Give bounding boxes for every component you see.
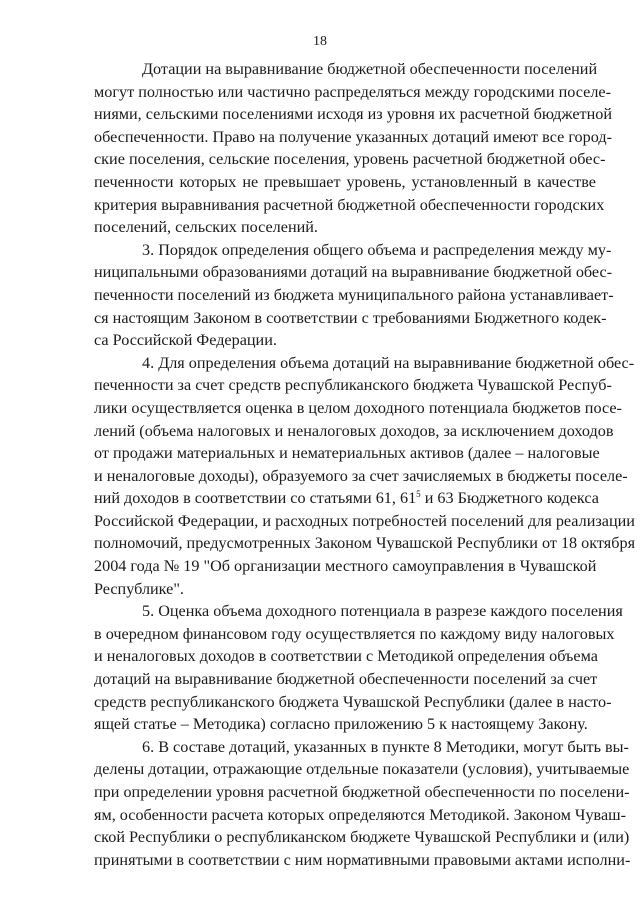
text-line: 4. Для определения объема дотаций на выравнивание бюджетной обес-	[142, 353, 635, 372]
text-line: ниями, сельскими поселениями исходя из уровня их расчетной бюджетной	[94, 105, 613, 124]
text-line: 2004 года № 19 "Об организации местного самоуправления в Чувашской	[94, 557, 597, 576]
text-line: 5. Оценка объема доходного потенциала в разрезе каждого поселения	[142, 602, 623, 621]
text-line: ские поселения, сельские поселения, уровень расчетной бюджетной обес-	[94, 150, 606, 169]
paragraph-5	[94, 600, 623, 736]
text-line: ям, особенности расчета которых определяются Методикой. Законом Чуваш-	[94, 805, 627, 824]
page-number: 18	[313, 34, 327, 49]
text-line: печенности которых не превышает уровень, установленный в качестве	[94, 172, 596, 191]
text-line: критерия выравнивания расчетной бюджетной обеспеченности городских	[94, 195, 605, 214]
text-line: поселений, сельских поселений.	[94, 218, 318, 237]
text-line: принятыми в соответствии с ним нормативными правовыми актами исполни-	[94, 850, 631, 869]
text-fragment: и 63 Бюджетного кодекса	[420, 489, 599, 508]
text-line: печенности за счет средств республиканского бюджета Чувашской Респуб-	[94, 376, 612, 395]
paragraph-1	[94, 58, 613, 239]
text-line: ниципальными образованиями дотаций на выравнивание бюджетной обес-	[94, 263, 613, 282]
text-line: и неналоговые доходы), образуемого за счет зачисляемых в бюджеты поселе-	[94, 466, 628, 485]
text-line: при определении уровня расчетной бюджетной обеспеченности по поселени-	[94, 783, 630, 801]
text-line: средств республиканского бюджета Чувашской Республики (далее в насто-	[94, 692, 612, 711]
text-line: са Российской Федерации.	[94, 331, 277, 350]
text-line: 6. В составе дотаций, указанных в пункте 8 Методики, могут быть вы-	[142, 737, 629, 756]
text-line: лики осуществляется оценка в целом доходного потенциала бюджетов посе-	[94, 398, 622, 417]
text-line: Республике".	[94, 579, 184, 598]
text-line: полномочий, предусмотренных Законом Чувашской Республики от 18 октября	[94, 534, 636, 553]
text-line: ся настоящим Законом в соответствии с требованиями Бюджетного кодек-	[94, 308, 607, 327]
text-line: ской Республики о республиканском бюджете Чувашской Республики и (или)	[94, 828, 630, 847]
text-line: могут полностью или частично распределяться между городскими поселе-	[94, 82, 611, 101]
paragraph-3	[94, 239, 614, 352]
text-line-with-superscript	[94, 487, 599, 510]
text-line: печенности поселений из бюджета муниципального района устанавливает-	[94, 285, 614, 304]
text-line: и неналоговых доходов в соответствии с Методикой определения объема	[94, 647, 598, 666]
text-line: дотаций на выравнивание бюджетной обеспеченности поселений за счет	[94, 670, 598, 689]
text-fragment: ний доходов в соответствии со статьями 61, 61	[94, 489, 417, 508]
text-line: делены дотации, отражающие отдельные показатели (условия), учитываемые	[94, 760, 630, 779]
text-line: лений (объема налоговых и неналоговых доходов, за исключением доходов	[94, 421, 614, 440]
superscript: 5	[416, 489, 421, 500]
text-line: ящей статье – Методика) согласно приложению 5 к настоящему Закону.	[94, 715, 588, 734]
text-line: Дотации на выравнивание бюджетной обеспеченности поселений	[142, 60, 598, 78]
text-line: обеспеченности. Право на получение указанных дотаций имеют все город-	[94, 127, 612, 146]
paragraph-6	[94, 736, 631, 872]
text-line: Российской Федерации, и расходных потребностей поселений для реализации	[94, 511, 635, 530]
text-line: 3. Порядок определения общего объема и распределения между му-	[142, 240, 612, 259]
body-text	[94, 58, 636, 871]
text-line: в очередном финансовом году осуществляется по каждому виду налоговых	[94, 624, 615, 643]
text-line: от продажи материальных и нематериальных активов (далее – налоговые	[94, 444, 600, 463]
paragraph-4	[94, 352, 636, 601]
